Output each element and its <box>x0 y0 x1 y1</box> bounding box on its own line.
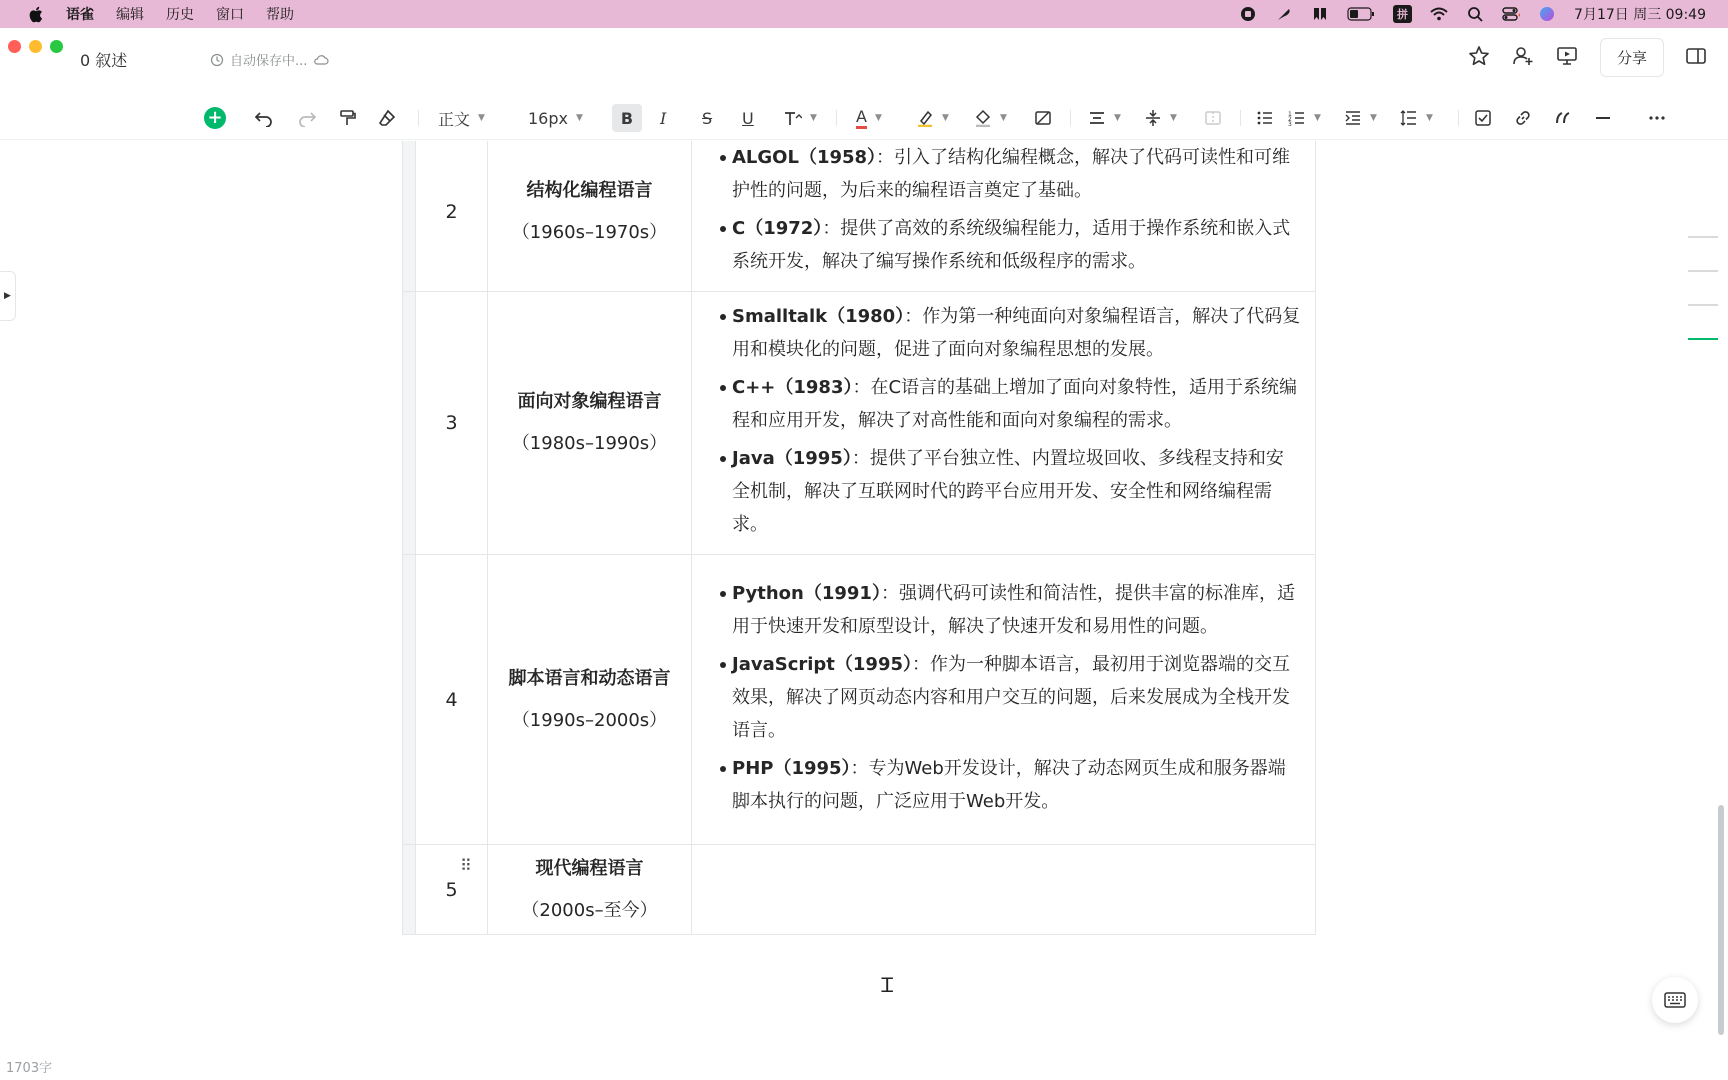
window-minimize-button[interactable] <box>29 40 42 53</box>
add-collaborator-icon[interactable] <box>1512 45 1534 71</box>
battery-icon[interactable] <box>1347 5 1375 23</box>
language-desc: ：在C语言的基础上增加了面向对象特性，适用于系统编程和应用开发，解决了对高性能和面向对象编程的需求。 <box>732 377 1298 431</box>
menu-edit[interactable]: 编辑 <box>116 7 144 23</box>
description-cell[interactable] <box>692 845 1316 935</box>
list-item <box>706 300 1301 366</box>
menu-help[interactable]: 帮助 <box>266 7 294 23</box>
language-evolution-table[interactable] <box>402 141 1316 935</box>
menu-window[interactable]: 窗口 <box>216 7 244 23</box>
outline-marker[interactable] <box>1688 304 1718 306</box>
text-transform-icon[interactable] <box>782 104 817 132</box>
text-color-select[interactable] <box>856 104 882 132</box>
list-item <box>706 442 1301 541</box>
font-size-select[interactable] <box>528 104 583 132</box>
autosave-status <box>210 50 329 69</box>
language-desc: ：引入了结构化编程概念，解决了代码可读性和可维护性的问题，为后来的编程语言奠定了基础。 <box>732 146 1291 201</box>
row-number: 3 <box>416 292 488 555</box>
language-name: PHP（1995） <box>732 757 851 779</box>
window-close-button[interactable] <box>8 40 21 53</box>
more-icon[interactable] <box>1648 104 1666 132</box>
era-period: （1990s–2000s） <box>511 709 668 731</box>
menubar-clock[interactable]: 7月17日 周三 09:49 <box>1574 7 1706 23</box>
text-color-label: A <box>856 108 867 129</box>
quote-icon[interactable] <box>1554 104 1572 132</box>
chevron-down-icon: ▼ <box>1370 113 1377 123</box>
table-row[interactable] <box>403 845 1316 935</box>
wifi-icon[interactable] <box>1430 5 1448 23</box>
era-period: （2000s–至今） <box>521 899 658 921</box>
language-name: Java（1995） <box>732 448 852 469</box>
bookmark-icon[interactable] <box>1311 5 1329 23</box>
word-count: 1703字 <box>6 1061 53 1076</box>
indent-icon[interactable] <box>1344 104 1377 132</box>
chevron-down-icon: ▼ <box>1314 113 1321 123</box>
bold-button[interactable]: B <box>612 104 642 132</box>
outline-marker[interactable] <box>1688 270 1718 272</box>
sync-icon <box>210 53 224 67</box>
bullet-list-icon[interactable] <box>1256 104 1274 132</box>
chevron-down-icon: ▼ <box>1170 113 1177 123</box>
menu-bar <box>0 0 1728 28</box>
star-icon[interactable] <box>1468 45 1490 71</box>
chevron-down-icon: ▼ <box>478 113 485 123</box>
outline-minimap[interactable] <box>1688 236 1718 372</box>
keyboard-icon <box>1664 992 1686 1008</box>
language-name: Smalltalk（1980） <box>732 306 905 327</box>
text-cursor-icon: Ꮖ <box>881 973 895 997</box>
ordered-list-icon[interactable] <box>1288 104 1321 132</box>
svg-text:2: 2 <box>1288 116 1292 123</box>
description-cell[interactable] <box>692 141 1316 292</box>
svg-text:1: 1 <box>1288 111 1292 118</box>
doc-title[interactable]: 0 叙述 <box>80 51 128 70</box>
language-name: ALGOL（1958） <box>732 146 877 168</box>
list-item <box>706 577 1301 643</box>
outline-marker-active[interactable] <box>1688 338 1718 340</box>
clear-format-icon[interactable] <box>378 104 396 132</box>
language-name: Python（1991） <box>732 582 881 604</box>
format-painter-icon[interactable] <box>338 104 356 132</box>
insert-button[interactable] <box>204 104 226 132</box>
autosave-label: 自动保存中... <box>230 54 308 69</box>
list-item <box>706 212 1301 278</box>
era-title: 现代编程语言 <box>535 857 644 879</box>
outline-marker[interactable] <box>1688 236 1718 238</box>
language-desc: ：作为第一种纯面向对象编程语言，解决了代码复用和模块化的问题，促进了面向对象编程思想的发展。 <box>732 306 1301 360</box>
task-list-icon[interactable] <box>1474 104 1492 132</box>
language-desc: ：作为一种脚本语言，最初用于浏览器端的交互效果，解决了网页动态内容和用户交互的问题，后来发展成为全栈开发语言。 <box>732 653 1290 741</box>
search-icon[interactable] <box>1466 5 1484 23</box>
share-button[interactable]: 分享 <box>1600 38 1664 77</box>
menu-history[interactable]: 历史 <box>166 7 194 23</box>
paragraph-style-label: 正文 <box>438 109 471 129</box>
svg-text:3: 3 <box>1288 121 1292 127</box>
highlight-icon[interactable] <box>916 104 949 132</box>
row-number: 4 <box>416 555 488 845</box>
table-row[interactable] <box>403 141 1316 292</box>
present-icon[interactable] <box>1556 45 1578 71</box>
undo-icon[interactable] <box>254 104 274 132</box>
font-size-label: 16px <box>528 108 568 128</box>
row-number: 2 <box>416 141 488 292</box>
fill-color-icon[interactable] <box>974 104 1007 132</box>
format-toolbar <box>0 96 1728 140</box>
chevron-right-icon: ▶ <box>4 291 11 301</box>
merge-cells-icon[interactable] <box>1204 104 1222 132</box>
list-item <box>706 752 1301 818</box>
divider-icon[interactable] <box>1594 104 1612 132</box>
chevron-down-icon: ▼ <box>1426 113 1433 123</box>
chevron-down-icon: ▼ <box>942 113 949 123</box>
era-cell[interactable] <box>488 555 692 845</box>
language-name: C（1972） <box>732 217 823 239</box>
description-cell[interactable] <box>692 292 1316 555</box>
sidebar-toggle-icon[interactable] <box>1686 47 1706 69</box>
chevron-down-icon: ▼ <box>575 113 583 123</box>
era-title: 结构化编程语言 <box>526 179 653 201</box>
window-titlebar <box>0 28 1728 86</box>
language-desc: ：提供了平台独立性、内置垃圾回收、多线程支持和安全机制，解决了互联网时代的跨平台应用开发、安全性和网络编程需求。 <box>732 448 1284 535</box>
vertical-align-icon[interactable] <box>1144 104 1177 132</box>
era-title: 脚本语言和动态语言 <box>508 667 671 689</box>
row-number: 5 <box>416 845 488 935</box>
expand-sidebar-button[interactable] <box>0 271 16 321</box>
language-desc: ：强调代码可读性和简洁性，提供丰富的标准库，适用于快速开发和原型设计，解决了快速开发和易用性的问题。 <box>732 582 1295 637</box>
table-row[interactable] <box>403 555 1316 845</box>
chevron-down-icon: ▼ <box>1000 113 1007 123</box>
underline-button[interactable]: U <box>742 108 754 128</box>
window-maximize-button[interactable] <box>50 40 63 53</box>
era-title: 面向对象编程语言 <box>517 391 662 412</box>
apple-icon[interactable] <box>26 5 44 23</box>
menu-app-name[interactable]: 语雀 <box>66 7 94 23</box>
description-cell[interactable] <box>692 555 1316 845</box>
era-period: （1960s–1970s） <box>511 221 668 243</box>
siri-icon[interactable] <box>1538 5 1556 23</box>
era-cell[interactable] <box>488 292 692 555</box>
control-center-icon[interactable] <box>1502 5 1520 23</box>
paragraph-style-select[interactable] <box>438 104 485 132</box>
era-cell[interactable] <box>488 845 692 935</box>
italic-button[interactable]: I <box>660 108 667 128</box>
vertical-scrollbar[interactable] <box>1718 805 1724 1035</box>
chevron-down-icon: ▼ <box>874 113 882 123</box>
keyboard-shortcut-button[interactable] <box>1652 977 1698 1023</box>
link-icon[interactable] <box>1514 104 1532 132</box>
document-canvas[interactable] <box>0 141 1728 1080</box>
list-item <box>706 371 1301 437</box>
language-desc: ：提供了高效的系统级编程能力，适用于操作系统和嵌入式系统开发，解决了编写操作系统和低级程序的需求。 <box>732 217 1291 272</box>
plus-icon: + <box>204 107 226 129</box>
language-name: C++（1983） <box>732 377 853 398</box>
list-item <box>706 648 1301 747</box>
align-icon[interactable] <box>1088 104 1121 132</box>
row-drag-handle-icon[interactable]: ⠿ <box>460 856 472 875</box>
language-name: JavaScript（1995） <box>732 653 912 675</box>
chevron-down-icon: ▼ <box>1114 113 1121 123</box>
strikethrough-button[interactable]: S <box>702 108 713 128</box>
era-cell[interactable] <box>488 141 692 292</box>
chevron-down-icon: ▼ <box>810 113 817 123</box>
language-desc: ：专为Web开发设计，解决了动态网页生成和服务器端脚本执行的问题，广泛应用于Web开发。 <box>732 757 1286 812</box>
era-period: （1980s–1990s） <box>511 433 668 454</box>
clear-style-icon[interactable] <box>1034 104 1052 132</box>
table-row[interactable] <box>403 292 1316 555</box>
list-item <box>706 141 1301 207</box>
redo-icon[interactable] <box>297 104 317 132</box>
cloud-icon <box>313 54 329 66</box>
feather-icon[interactable] <box>1275 5 1293 23</box>
line-height-icon[interactable] <box>1400 104 1433 132</box>
record-icon[interactable] <box>1239 5 1257 23</box>
input-method-indicator[interactable]: 拼 <box>1393 5 1412 23</box>
